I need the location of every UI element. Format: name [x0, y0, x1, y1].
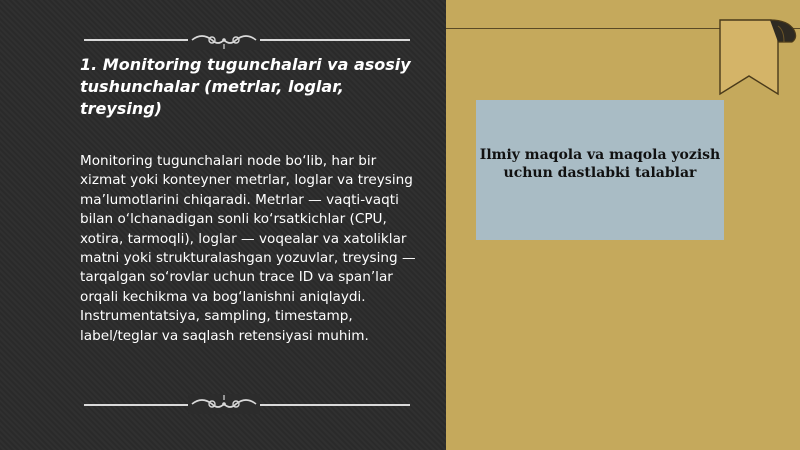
slide-body-text: Monitoring tugunchalari node bo‘lib, har bir xizmat yoki konteyner metrlar, loglar va treysing ma’lumotlarini chiqaradi. Metrlar — vaqti-vaqti bilan o‘lchanadigan sonli ko‘rsatkichlar (CPU, xotira, tarmoqli), loglar — voqealar va xatoliklar matni yoki strukturalashgan yozuvlar, treysing — tarqalgan so‘rovlar uchun trace ID va span’lar orqali kechikma va bog‘lanishni aniqlaydi. Instrumentatsiya, sampling, timestamp, label/teglar va saqlash retensiyasi muhim. — [80, 153, 416, 344]
bottom-flourish-icon — [188, 394, 260, 414]
top-flourish-icon — [188, 30, 260, 50]
bookmark-ribbon-icon — [718, 16, 800, 100]
slide-heading: 1. Monitoring tugunchalari va asosiy tushunchalar (metrlar, loglar, treysing) — [80, 55, 411, 118]
card-title: Ilmiy maqola va maqola yozish uchun dastlabki talablar — [479, 147, 721, 181]
title-card — [476, 100, 724, 240]
